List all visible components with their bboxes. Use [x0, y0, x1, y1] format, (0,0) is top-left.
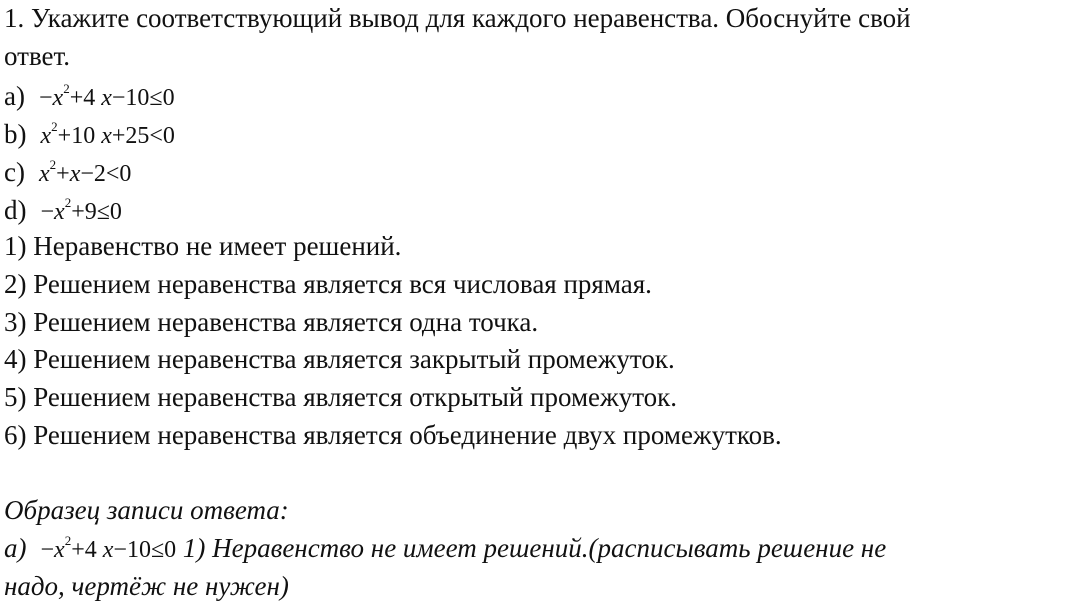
task-document	[4, 0, 1092, 606]
inequality-label: b)	[4, 119, 27, 149]
conclusion-item-4: 4) Решением неравенства является закрытый промежуток.	[4, 344, 675, 374]
conclusion-item-5: 5) Решением неравенства является открытый промежуток.	[4, 382, 678, 412]
sample-answer-line-1	[4, 532, 886, 566]
inequality-expression: $x^2+x-2<0$	[38, 157, 132, 187]
inequality-item-a	[4, 80, 175, 114]
sample-label: a)	[4, 533, 27, 563]
inequality-label: a)	[4, 81, 25, 111]
inequality-item-d	[4, 194, 122, 228]
conclusion-item-1: 1) Неравенство не имеет решений.	[4, 231, 402, 261]
sample-heading: Образец записи ответа:	[4, 495, 289, 525]
sample-answer-line-2: надо, чертёж не нужен)	[4, 571, 289, 601]
conclusion-item-6: 6) Решением неравенства является объединение двух промежутков.	[4, 420, 782, 450]
inequality-label: c)	[4, 157, 25, 187]
inequality-item-b	[4, 118, 175, 152]
inequality-item-c	[4, 156, 131, 190]
inequality-label: d)	[4, 195, 27, 225]
task-title-line-1: 1. Укажите соответствующий вывод для каждого неравенства. Обоснуйте свой	[4, 3, 911, 33]
task-title-line-2: ответ.	[4, 41, 71, 71]
sample-answer-text: 1) Неравенство не имеет решений.(расписывать решение не	[182, 533, 887, 563]
conclusion-item-2: 2) Решением неравенства является вся числовая прямая.	[4, 269, 652, 299]
conclusion-item-3: 3) Решением неравенства является одна точка.	[4, 307, 539, 337]
inequality-expression: $-x^2+4$ x−10≤0	[38, 81, 175, 111]
inequality-expression: $x^2+10$ x+25<0	[40, 119, 175, 149]
inequality-expression: $-x^2+9\le 0$	[40, 195, 122, 225]
sample-expression: $-x^2+4$ x−10≤0	[40, 533, 177, 563]
